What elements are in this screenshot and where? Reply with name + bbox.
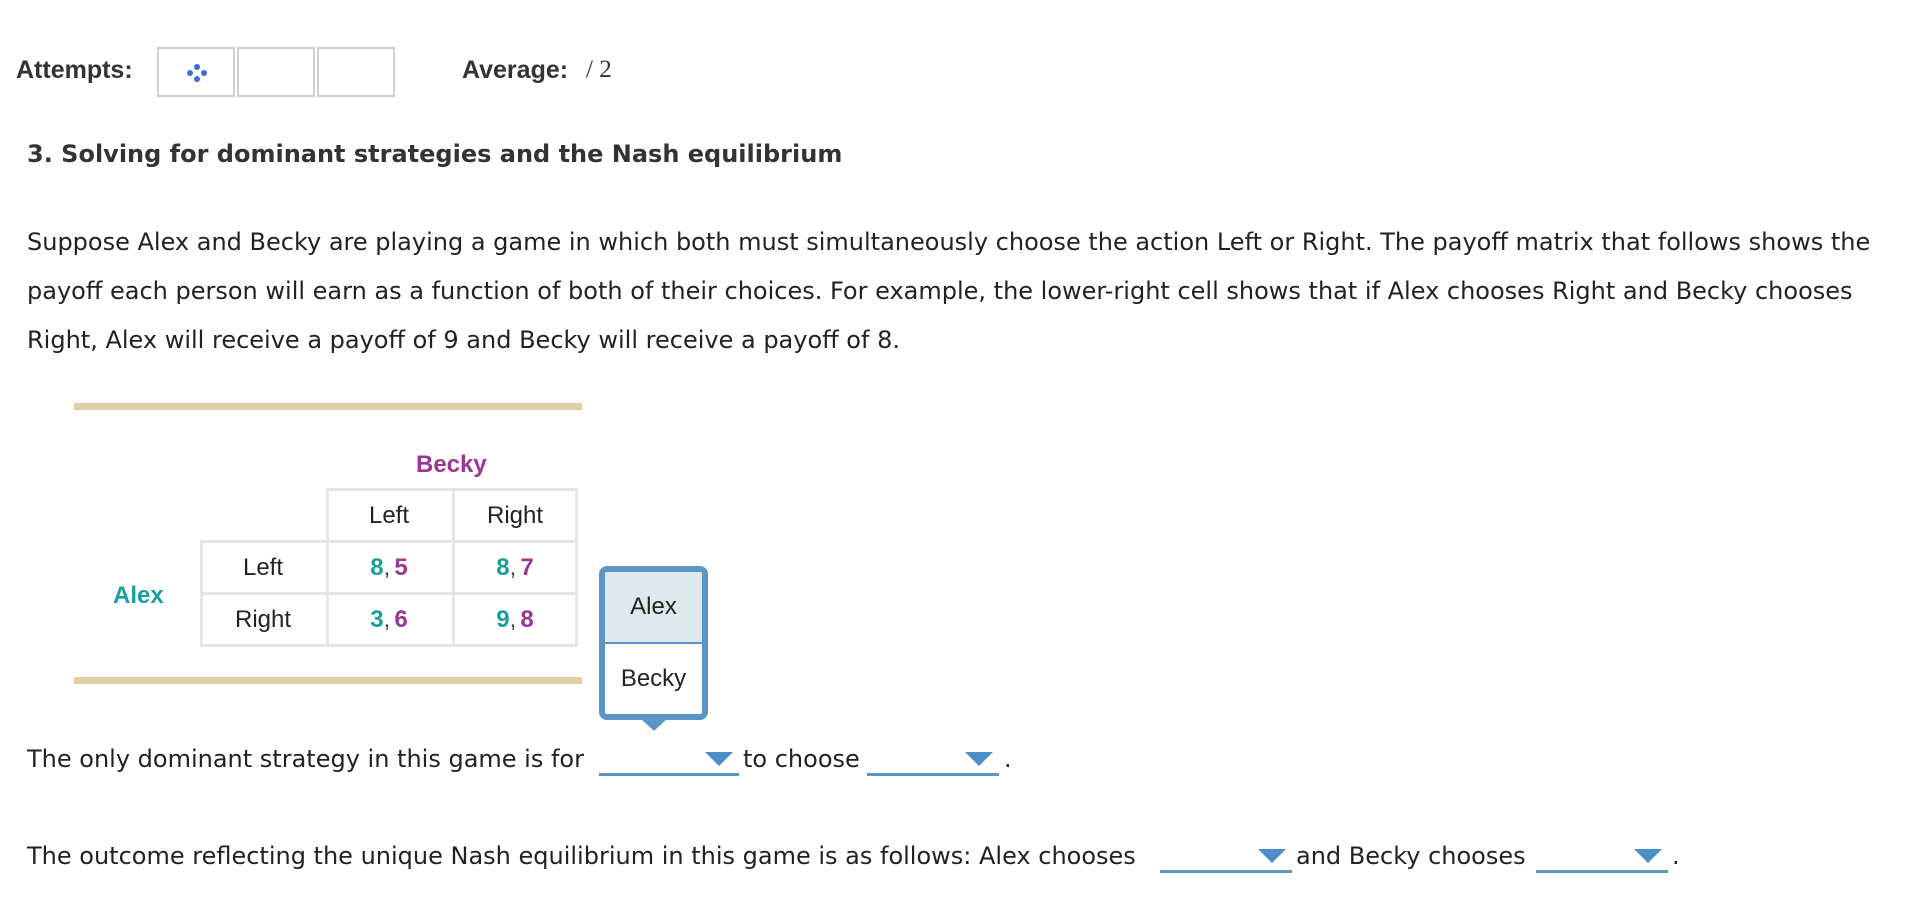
question-paragraph: Suppose Alex and Becky are playing a game in which both must simultaneously choose the action Left or Right. The payoff matrix that follows shows the payoff each person will earn as a function of both of their choices. For example, the lower-right cell shows that if Alex chooses Right and Becky chooses Right, Alex will receive a payoff of 9 and Becky will receive a payoff of 8. [27, 228, 1871, 354]
dropdown-option-becky[interactable]: Becky [620, 665, 687, 692]
payoff-cell-right-left [326, 594, 452, 646]
payoff-separator: , [383, 606, 391, 633]
dominant-player-dropdown[interactable] [599, 746, 739, 776]
chevron-down-icon [1634, 849, 1662, 863]
attempt-box-3 [317, 47, 395, 97]
becky-payoff: 6 [394, 606, 408, 633]
question-title: 3. Solving for dominant strategies and the Nash equilibrium [27, 140, 843, 168]
payoff-separator: , [383, 554, 391, 581]
column-header-right: Right [486, 502, 544, 529]
sentence2-part1: The outcome reflecting the unique Nash equilibrium in this game is as follows: Alex chooses [27, 842, 1136, 870]
attempt-box-2 [237, 47, 315, 97]
becky-payoff: 7 [520, 554, 534, 581]
sentence2-end: . [1672, 842, 1680, 870]
matrix-bottom-rule [74, 677, 582, 684]
player-dropdown-menu[interactable] [599, 566, 708, 720]
becky-choice-dropdown[interactable] [1536, 843, 1668, 873]
attempts-label: Attempts: [16, 56, 133, 84]
progress-dots-icon [186, 64, 208, 82]
dropdown-pointer [640, 718, 668, 731]
chevron-down-icon [705, 752, 733, 766]
average-label: Average: [462, 56, 569, 84]
sentence1-part2: to choose [743, 745, 860, 773]
payoff-separator: , [509, 606, 517, 633]
attempt-box-1 [157, 47, 235, 97]
alex-payoff: 8 [496, 554, 510, 581]
chevron-down-icon [965, 752, 993, 766]
row-header-right: Right [234, 606, 292, 633]
sentence2-part2: and Becky chooses [1296, 842, 1526, 870]
row-header-left: Left [242, 554, 284, 581]
chevron-down-icon [1258, 849, 1286, 863]
becky-payoff: 5 [394, 554, 408, 581]
dropdown-option-alex[interactable]: Alex [605, 572, 702, 644]
alex-choice-dropdown[interactable] [1160, 843, 1292, 873]
average-value: / 2 [586, 56, 612, 83]
payoff-separator: , [509, 554, 517, 581]
alex-payoff: 3 [370, 606, 384, 633]
payoff-cell-left-left [326, 542, 452, 594]
alex-payoff: 9 [496, 606, 510, 633]
becky-payoff: 8 [520, 606, 534, 633]
payoff-cell-right-right [452, 594, 578, 646]
sentence1-end: . [1004, 745, 1012, 773]
row-player-label: Alex [113, 582, 164, 609]
matrix-top-rule [74, 403, 582, 410]
alex-payoff: 8 [370, 554, 384, 581]
payoff-cell-left-right [452, 542, 578, 594]
column-player-label: Becky [416, 451, 487, 478]
sentence1-part1: The only dominant strategy in this game is for [27, 745, 584, 773]
column-header-left: Left [368, 502, 410, 529]
dominant-action-dropdown[interactable] [867, 746, 999, 776]
